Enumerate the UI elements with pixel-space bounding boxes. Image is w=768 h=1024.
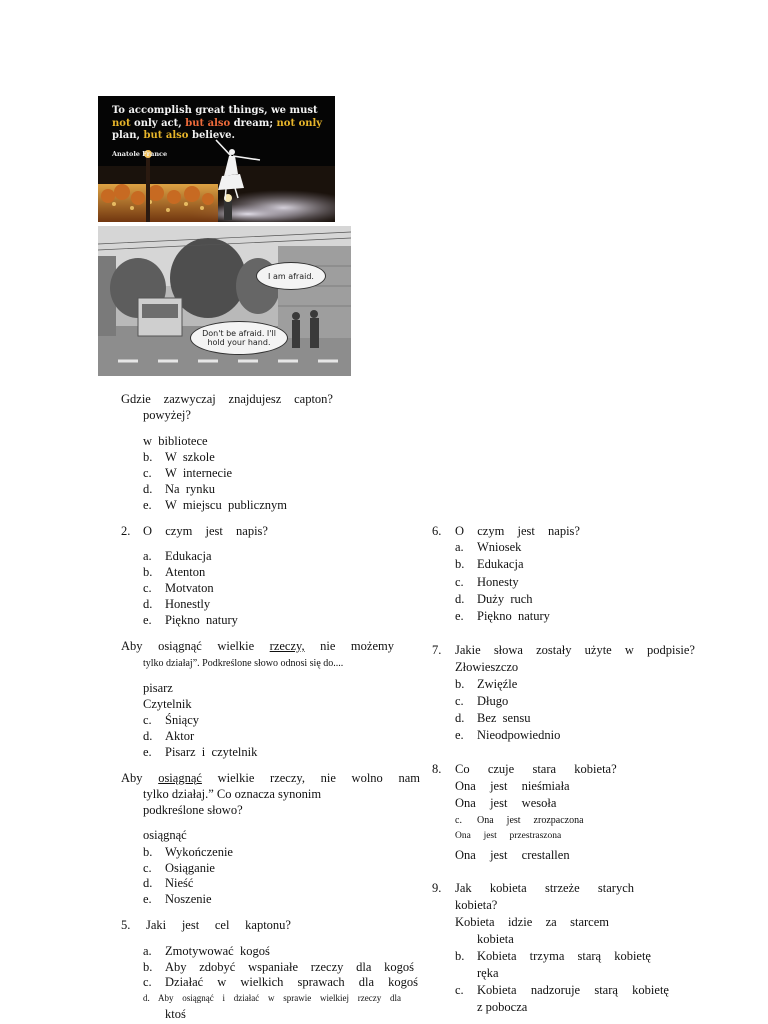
word: kobietę xyxy=(632,983,669,997)
speech-bubble-afraid: I am afraid. xyxy=(256,262,326,290)
question-3-line2: tylko działaj”. Podkreślone słowo odnosi się do.... xyxy=(143,658,344,669)
word: kaptonu? xyxy=(245,918,291,932)
q7-option-c: Długo xyxy=(477,694,509,708)
word: zostały xyxy=(536,643,572,657)
word: czym xyxy=(477,524,505,538)
q9-option-b-marker: b. xyxy=(455,949,465,963)
word: słowa xyxy=(493,643,523,657)
word: i xyxy=(222,993,226,1003)
word: zazwyczaj xyxy=(163,392,216,406)
word: podpisie? xyxy=(647,643,695,657)
q3-option-a: pisarz xyxy=(143,681,173,695)
q2-option-a-marker: a. xyxy=(143,549,152,563)
bubble-line: hold your hand. xyxy=(207,338,271,347)
word: w xyxy=(268,993,275,1003)
word: Kobieta xyxy=(477,983,517,997)
q2-option-b: Atenton xyxy=(165,565,206,579)
q6-option-c-marker: c. xyxy=(455,575,464,589)
q8-option-b: Ona jest wesoła xyxy=(455,796,557,810)
q8-option-a: Ona jest nieśmiała xyxy=(455,779,570,793)
q5-option-d xyxy=(158,991,401,1006)
word: rzeczy xyxy=(310,960,344,974)
word: Aby xyxy=(121,771,143,785)
q9-option-a-continuation: kobieta xyxy=(477,932,514,946)
word: starą xyxy=(577,949,602,963)
q7-option-a: Złowieszczo xyxy=(455,660,519,674)
q9-option-a xyxy=(455,915,609,930)
q7-option-e-marker: e. xyxy=(455,728,464,742)
word: kogoś xyxy=(388,975,418,989)
word: wielkiej xyxy=(320,993,349,1003)
word: capton? xyxy=(294,392,333,406)
question-3-line1 xyxy=(121,639,394,654)
q1-option-d: Na rynku xyxy=(165,482,215,496)
q6-option-c: Honesty xyxy=(477,575,519,589)
q5-option-c-marker: c. xyxy=(143,975,152,989)
q2-option-b-marker: b. xyxy=(143,565,153,579)
word: dla xyxy=(356,960,372,974)
q4-option-c-marker: c. xyxy=(143,861,152,875)
word: zdobyć xyxy=(199,960,236,974)
word: Gdzie xyxy=(121,392,151,406)
word: Aby xyxy=(165,960,187,974)
word: kobietę xyxy=(614,949,651,963)
word: trzyma xyxy=(529,949,565,963)
word: w xyxy=(217,975,227,989)
q4-option-b-marker: b. xyxy=(143,845,153,859)
q8-option-d: Ona jest przestraszona xyxy=(455,831,562,841)
q6-option-a-marker: a. xyxy=(455,540,464,554)
question-8-number: 8. xyxy=(432,762,442,776)
word: Kobieta xyxy=(477,949,517,963)
q4-option-b: Wykończenie xyxy=(165,845,233,859)
question-9-line2: kobieta? xyxy=(455,898,498,912)
word: wielkich xyxy=(240,975,284,989)
word: wielkie xyxy=(217,771,255,785)
word: sprawie xyxy=(283,993,312,1003)
word: O xyxy=(455,524,465,538)
word: możemy xyxy=(350,639,394,653)
q5-option-c xyxy=(165,975,418,990)
word: Jakie xyxy=(455,643,481,657)
q9-option-b xyxy=(477,949,651,964)
question-9-line1: Jak kobieta strzeże starych xyxy=(455,881,634,895)
question-6-number: 6. xyxy=(432,524,442,538)
q2-option-e-marker: e. xyxy=(143,613,152,627)
q2-option-d-marker: d. xyxy=(143,597,153,611)
word: Jaki xyxy=(146,918,167,932)
q6-option-b: Edukacja xyxy=(477,557,524,571)
word: starą xyxy=(594,983,618,997)
question-1-line2: powyżej? xyxy=(143,408,191,422)
quote-text: To accomplish great things, we must not only act, but also dream; not only plan, but also believe. xyxy=(112,105,323,141)
word: jest xyxy=(517,524,535,538)
q1-option-d-marker: d. xyxy=(143,482,153,496)
q3-option-e: Pisarz i czytelnik xyxy=(165,745,258,759)
word: Aby xyxy=(121,639,143,653)
q4-option-d: Nieść xyxy=(165,876,194,890)
word: cel xyxy=(214,918,230,932)
word: dla xyxy=(358,975,375,989)
question-5-number: 5. xyxy=(121,918,131,932)
word: rzeczy, xyxy=(270,771,305,785)
question-4-line3: podkreślone słowo? xyxy=(143,803,243,817)
word: idzie xyxy=(507,915,533,929)
q6-option-b-marker: b. xyxy=(455,557,465,571)
bubble-line: Don't be afraid. I'll xyxy=(202,329,276,338)
word: starcem xyxy=(570,915,609,929)
question-6-line1 xyxy=(455,524,580,539)
q9-option-c-marker: c. xyxy=(455,983,464,997)
q5-option-d-marker: d. xyxy=(143,993,150,1003)
q1-option-c-marker: c. xyxy=(143,466,152,480)
word: osiągnąć xyxy=(182,993,214,1003)
q1-option-b: W szkole xyxy=(165,450,215,464)
q3-option-c: Śniący xyxy=(165,713,200,727)
q2-option-c: Motvaton xyxy=(165,581,214,595)
q6-option-e-marker: e. xyxy=(455,609,464,623)
q7-option-b: Zwięźle xyxy=(477,677,518,691)
word: wolno xyxy=(351,771,383,785)
question-4-line1 xyxy=(121,771,420,786)
question-7-line1 xyxy=(455,643,695,658)
q1-option-a: w bibliotece xyxy=(143,434,208,448)
word: nie xyxy=(320,771,336,785)
question-1-line1 xyxy=(121,392,333,407)
q7-option-d-marker: d. xyxy=(455,711,465,725)
question-4-line2: tylko działaj.” Co oznacza synonim xyxy=(143,787,322,801)
word: nie xyxy=(320,639,336,653)
q4-option-c: Osiąganie xyxy=(165,861,215,875)
q5-option-d-continuation: ktoś xyxy=(165,1007,186,1021)
quote-author: Anatole France xyxy=(112,150,168,158)
q6-option-a: Wniosek xyxy=(477,540,522,554)
q9-option-c xyxy=(477,983,669,998)
q1-option-c: W internecie xyxy=(165,466,233,480)
word: Działać xyxy=(165,975,204,989)
question-8-line1: Co czuje stara kobieta? xyxy=(455,762,617,776)
q7-option-b-marker: b. xyxy=(455,677,465,691)
q3-option-d: Aktor xyxy=(165,729,195,743)
q5-option-a: Zmotywować kogoś xyxy=(165,944,270,958)
q6-option-e: Piękno natury xyxy=(477,609,550,623)
q4-option-d-marker: d. xyxy=(143,876,153,890)
q3-option-e-marker: e. xyxy=(143,745,152,759)
question-2-number: 2. xyxy=(121,524,131,538)
q2-option-c-marker: c. xyxy=(143,581,152,595)
word: osiągnąć xyxy=(158,639,202,653)
word: dla xyxy=(389,993,401,1003)
q2-option-a: Edukacja xyxy=(165,549,212,563)
word: nam xyxy=(398,771,420,785)
q5-option-b-marker: b. xyxy=(143,960,153,974)
q2-option-d: Honestly xyxy=(165,597,211,611)
word: wielkie xyxy=(217,639,255,653)
word: rzeczy xyxy=(357,993,382,1003)
word: Kobieta xyxy=(455,915,495,929)
word: sprawach xyxy=(297,975,345,989)
word: nadzoruje xyxy=(530,983,581,997)
word: rzeczy, xyxy=(269,639,305,653)
q5-option-a-marker: a. xyxy=(143,944,152,958)
q3-option-d-marker: d. xyxy=(143,729,153,743)
quote-poster-image xyxy=(98,96,335,222)
word: Aby xyxy=(158,993,174,1003)
q4-option-e-marker: e. xyxy=(143,892,152,906)
street-comic-image xyxy=(98,226,351,376)
q1-option-e: W miejscu publicznym xyxy=(165,498,287,512)
q7-option-e: Nieodpowiednio xyxy=(477,728,561,742)
q8-option-c: Ona jest zrozpaczona xyxy=(477,815,584,826)
q6-option-d: Duży ruch xyxy=(477,592,533,606)
word: jest xyxy=(205,524,223,538)
question-2-line1 xyxy=(143,524,268,539)
word: działać xyxy=(233,993,260,1003)
q1-option-e-marker: e. xyxy=(143,498,152,512)
word: znajdujesz xyxy=(228,392,282,406)
q1-option-b-marker: b. xyxy=(143,450,153,464)
q8-option-c-marker: c. xyxy=(455,815,462,826)
q9-option-b-continuation: ręka xyxy=(477,966,499,980)
q3-option-c-marker: c. xyxy=(143,713,152,727)
word: kogoś xyxy=(384,960,414,974)
word: osiągnąć xyxy=(158,771,202,785)
q7-option-d: Bez sensu xyxy=(477,711,531,725)
q8-option-e: Ona jest crestallen xyxy=(455,848,570,862)
question-7-number: 7. xyxy=(432,643,442,657)
word: napis? xyxy=(236,524,268,538)
q9-option-c-continuation: z pobocza xyxy=(477,1000,528,1014)
word: napis? xyxy=(548,524,580,538)
q3-option-b: Czytelnik xyxy=(143,697,192,711)
speech-bubble-reassure xyxy=(190,321,288,355)
question-5-line1 xyxy=(146,918,291,933)
word: za xyxy=(545,915,557,929)
word: O xyxy=(143,524,153,538)
q4-option-a: osiągnąć xyxy=(143,828,187,842)
q6-option-d-marker: d. xyxy=(455,592,465,606)
word: w xyxy=(624,643,634,657)
word: czym xyxy=(165,524,193,538)
word: wspaniałe xyxy=(248,960,299,974)
word: użyte xyxy=(584,643,612,657)
q4-option-e: Noszenie xyxy=(165,892,212,906)
question-9-number: 9. xyxy=(432,881,442,895)
word: jest xyxy=(181,918,200,932)
q7-option-c-marker: c. xyxy=(455,694,464,708)
q2-option-e: Piękno natury xyxy=(165,613,238,627)
q5-option-b xyxy=(165,960,414,975)
